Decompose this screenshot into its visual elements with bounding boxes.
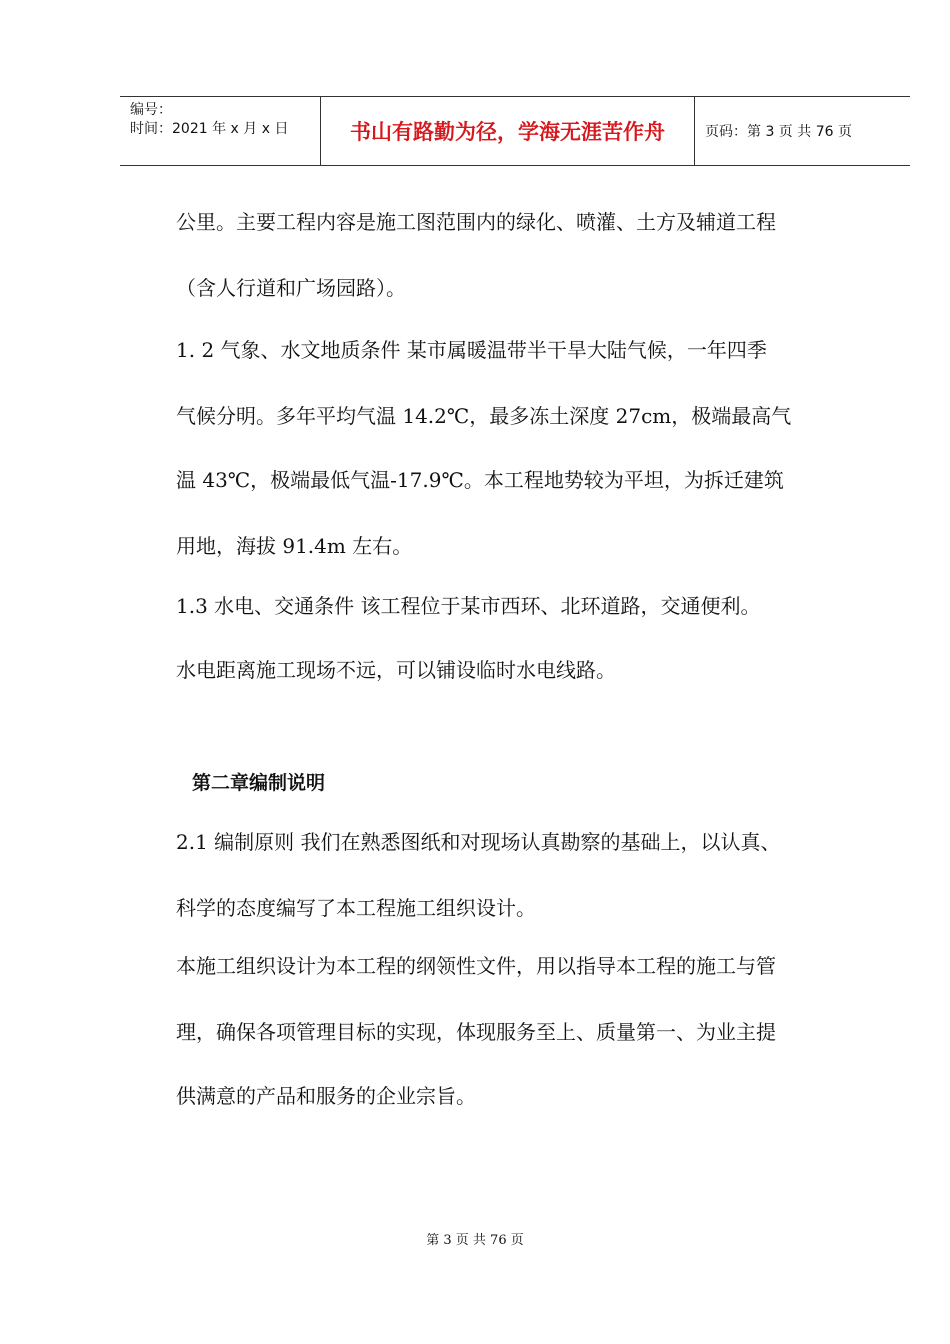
body-line-13: 供满意的产品和服务的企业宗旨。 bbox=[176, 1084, 476, 1108]
code-label: 编号： bbox=[130, 102, 172, 118]
motto-text: 书山有路勤为径，学海无涯苦作舟 bbox=[350, 120, 665, 144]
chapter-heading: 第二章编制说明 bbox=[192, 772, 326, 794]
body-line-10: 科学的态度编写了本工程施工组织设计。 bbox=[176, 896, 536, 920]
body-line-3: 1. 2 气象、水文地质条件 某市属暖温带半干旱大陆气候，一年四季 bbox=[176, 338, 767, 362]
body-line-8: 水电距离施工现场不远，可以铺设临时水电线路。 bbox=[176, 658, 616, 682]
header-motto-cell bbox=[321, 97, 695, 165]
body-line-9: 2.1 编制原则 我们在熟悉图纸和对现场认真勘察的基础上，以认真、 bbox=[176, 830, 781, 854]
body-line-7: 1.3 水电、交通条件 该工程位于某市西环、北环道路，交通便利。 bbox=[176, 594, 761, 618]
header-meta bbox=[120, 97, 321, 165]
body-line-2: （含人行道和广场园路）。 bbox=[176, 276, 406, 300]
body-line-4: 气候分明。多年平均气温 14.2℃，最多冻土深度 27cm，极端最高气 bbox=[176, 404, 792, 428]
page-footer: 第 3 页 共 76 页 bbox=[426, 1233, 524, 1248]
page-header bbox=[120, 96, 910, 166]
body-line-1: 公里。主要工程内容是施工图范围内的绿化、喷灌、土方及辅道工程 bbox=[176, 210, 776, 234]
body-line-12: 理，确保各项管理目标的实现，体现服务至上、质量第一、为业主提 bbox=[176, 1020, 776, 1044]
body-line-6: 用地，海拔 91.4m 左右。 bbox=[176, 534, 413, 558]
body-line-5: 温 43℃，极端最低气温-17.9℃。本工程地势较为平坦，为拆迁建筑 bbox=[176, 468, 784, 492]
header-page-info: 页码：第 3 页 共 76 页 bbox=[705, 124, 852, 140]
time-label: 时间：2021 年 x 月 x 日 bbox=[130, 121, 289, 137]
body-line-11: 本施工组织设计为本工程的纲领性文件，用以指导本工程的施工与管 bbox=[176, 954, 776, 978]
